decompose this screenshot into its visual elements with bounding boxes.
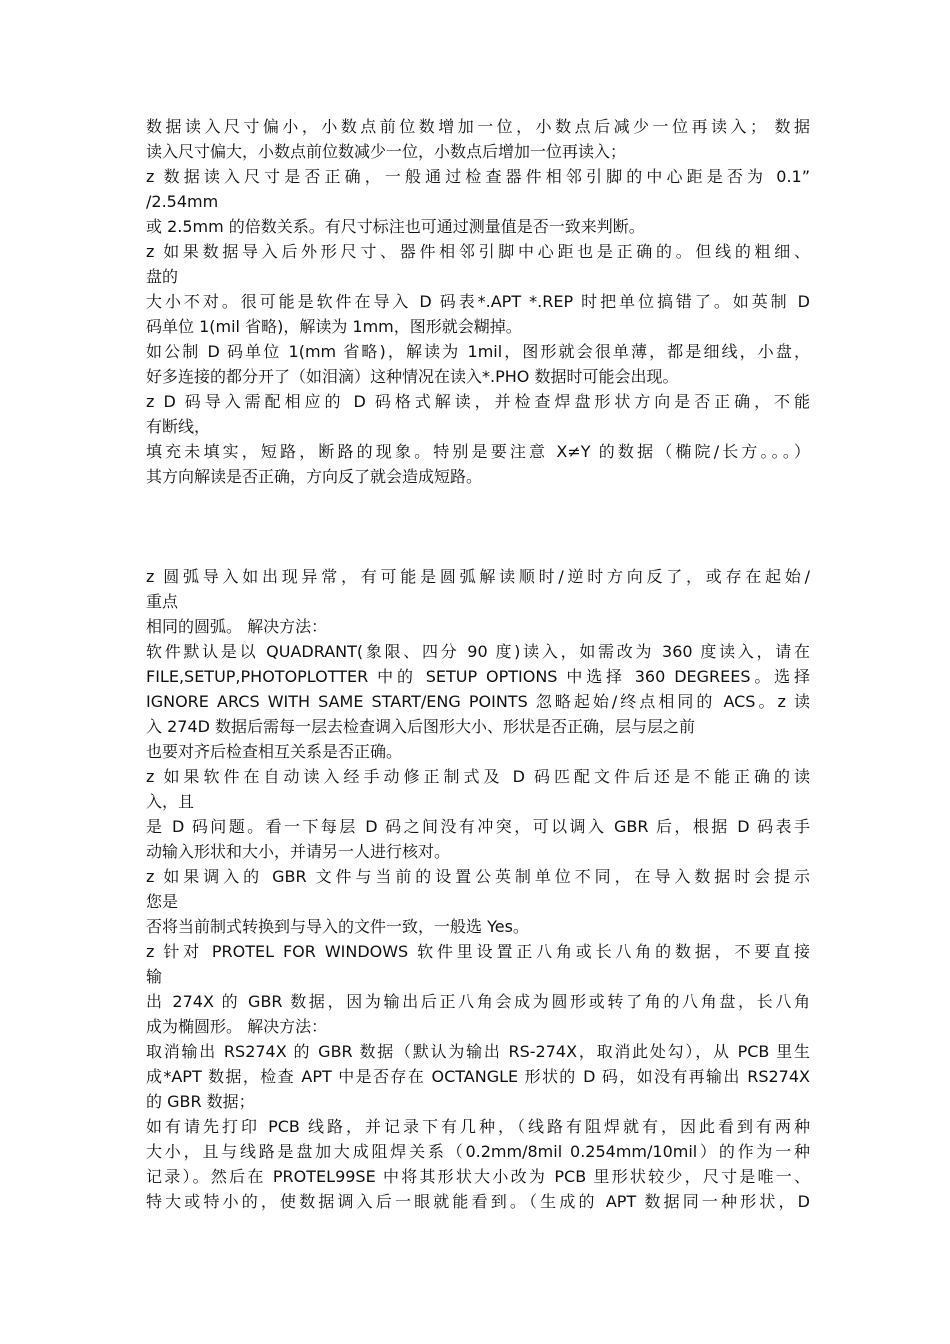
text-line: /2.54mm bbox=[146, 192, 219, 211]
text-line: 好多连接的都分开了（如泪滴）这种情况在读入*.PHO 数据时可能会出现。 bbox=[146, 367, 679, 386]
text-line: 记录）。然后在 PROTEL99SE 中将其形状大小改为 PCB 里形状较少，尺寸是唯一、 bbox=[146, 1167, 810, 1186]
text-line: 如有请先打印 PCB 线路，并记录下有几种，（线路有阻焊就有，因此看到有两种 bbox=[146, 1117, 810, 1136]
text-line: 大小，且与线路是盘加大成阻焊关系（0.2mm/8mil 0.254mm/10mil）的作为一种 bbox=[146, 1142, 810, 1161]
text-line: 填充未填实，短路，断路的现象。特别是要注意 X≠Y 的数据（椭院/长方。。。） bbox=[146, 442, 810, 461]
text-line: FILE,SETUP,PHOTOPLOTTER 中的 SETUP OPTIONS 中选择 360 DEGREES。选择 bbox=[146, 667, 810, 686]
text-line: z 如果数据导入后外形尺寸、器件相邻引脚中心距也是正确的。但线的粗细、 bbox=[146, 242, 810, 261]
text-line: 动输入形状和大小，并请另一人进行核对。 bbox=[146, 842, 451, 861]
text-line: 大小不对。很可能是软件在导入 D 码表*.APT *.REP 时把单位搞错了。如英制 D bbox=[146, 292, 810, 311]
text-line: 输 bbox=[146, 967, 163, 986]
text-line: 数据读入尺寸偏小，小数点前位数增加一位，小数点后减少一位再读入； 数据 bbox=[146, 117, 810, 136]
text-line: 码单位 1(mil 省略)，解读为 1mm，图形就会糊掉。 bbox=[146, 317, 522, 336]
text-line: z 数据读入尺寸是否正确，一般通过检查器件相邻引脚的中心距是否为 0.1” bbox=[146, 167, 810, 186]
text-line: 入，且 bbox=[146, 792, 195, 811]
text-line: 如公制 D 码单位 1(mm 省略)，解读为 1mil，图形就会很单薄，都是细线，小盘， bbox=[146, 342, 810, 361]
text-line: 您是 bbox=[146, 892, 179, 911]
text-line: 或 2.5mm 的倍数关系。有尺寸标注也可通过测量值是否一致来判断。 bbox=[146, 217, 645, 236]
text-line: 重点 bbox=[146, 592, 179, 611]
text-line: z D 码导入需配相应的 D 码格式解读，并检查焊盘形状方向是否正确，不能 bbox=[146, 392, 810, 411]
text-line: 入 274D 数据后需每一层去检查调入后图形大小、形状是否正确，层与层之前 bbox=[146, 717, 696, 736]
text-line: 特大或特小的，使数据调入后一眼就能看到。（生成的 APT 数据同一种形状，D bbox=[146, 1192, 810, 1211]
text-line: 取消输出 RS274X 的 GBR 数据（默认为输出 RS-274X，取消此处勾），从 PCB 里生 bbox=[146, 1042, 810, 1061]
text-line: z 圆弧导入如出现异常，有可能是圆弧解读顺时/逆时方向反了，或存在起始/ bbox=[146, 567, 810, 586]
text-line: 否将当前制式转换到与导入的文件一致，一般选 Yes。 bbox=[146, 917, 529, 936]
text-line: z 针对 PROTEL FOR WINDOWS 软件里设置正八角或长八角的数据，不要直接 bbox=[146, 942, 810, 961]
text-line: z 如果软件在自动读入经手动修正制式及 D 码匹配文件后还是不能正确的读 bbox=[146, 767, 810, 786]
text-line: 的 GBR 数据； bbox=[146, 1092, 255, 1111]
text-line: 成为椭圆形。 解决方法： bbox=[146, 1017, 328, 1036]
text-line: 出 274X 的 GBR 数据，因为输出后正八角会成为圆形或转了角的八角盘，长八角 bbox=[146, 992, 810, 1011]
text-line: IGNORE ARCS WITH SAME START/ENG POINTS 忽略起始/终点相同的 ACS。z 读 bbox=[146, 692, 810, 711]
text-line: 读入尺寸偏大，小数点前位数减少一位，小数点后增加一位再读入； bbox=[146, 142, 627, 161]
text-line: 相同的圆弧。 解决方法： bbox=[146, 617, 328, 636]
text-line: z 如果调入的 GBR 文件与当前的设置公英制单位不同，在导入数据时会提示 bbox=[146, 867, 810, 886]
text-line: 软件默认是以 QUADRANT(象限、四分 90 度)读入，如需改为 360 度读入，请在 bbox=[146, 642, 810, 661]
text-line: 是 D 码问题。看一下每层 D 码之间没有冲突，可以调入 GBR 后，根据 D 码表手 bbox=[146, 817, 810, 836]
text-line: 成*APT 数据，检查 APT 中是否存在 OCTANGLE 形状的 D 码，如没有再输出 RS274X bbox=[146, 1067, 810, 1086]
text-line: 盘的 bbox=[146, 267, 179, 286]
text-line: 也要对齐后检查相互关系是否正确。 bbox=[146, 742, 403, 761]
text-line: 有断线， bbox=[146, 417, 211, 436]
text-line: 其方向解读是否正确，方向反了就会造成短路。 bbox=[146, 467, 483, 486]
